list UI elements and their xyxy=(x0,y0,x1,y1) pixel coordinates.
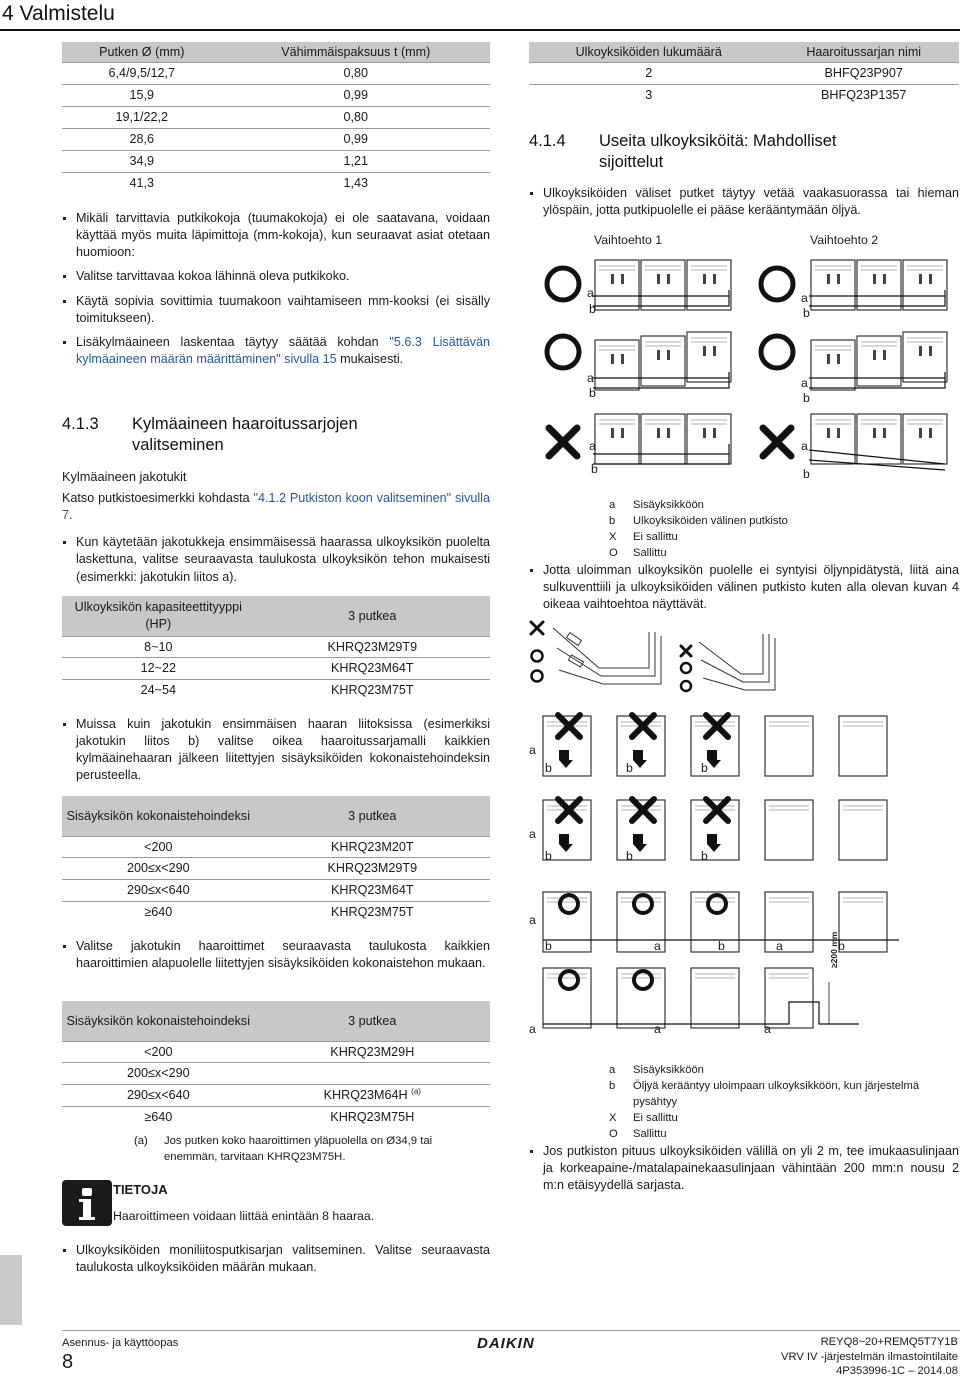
table-row: 2 BHFQ23P907 xyxy=(529,63,959,85)
valve-piping-diagram xyxy=(529,618,779,698)
not-allowed-icon xyxy=(549,428,577,456)
table-row: 34,9 1,21 xyxy=(62,150,490,172)
option-1-label: Vaihtoehto 1 xyxy=(594,233,663,247)
table-header: 3 putkea xyxy=(255,796,490,836)
table-header: 3 putkea xyxy=(255,596,490,636)
bullet-horizontal-piping: Ulkoyksiköiden väliset putket täytyy vetää vaakasuorassa tai hieman ylöspäin, jotta putkipuolelle ei pääse kerääntymään öljyä. xyxy=(529,185,959,219)
section-title: 4 Valmistelu xyxy=(2,2,115,25)
section-4-1-4-heading: 4.1.4 Useita ulkoyksiköitä: Mahdolliset sijoittelut xyxy=(529,132,837,172)
footer-rule xyxy=(62,1330,960,1331)
table-row: 19,1/22,2 0,80 xyxy=(62,107,490,129)
section-4-1-3-heading: 4.1.3 Kylmäaineen haaroitussarjojen valitseminen xyxy=(62,415,358,455)
outdoor-count-table xyxy=(529,42,959,106)
chapter-tab xyxy=(0,1255,22,1325)
legend-2: a Sisäyksikköön b Öljyä kerääntyy uloimpaan ulkoyksikköön, kun järjestelmä pysähtyy X Ei sallittu O Sallittu xyxy=(609,1064,920,1140)
allowed-icon xyxy=(761,336,793,368)
table-row: 15,9 0,99 xyxy=(62,85,490,107)
allowed-icon xyxy=(547,336,579,368)
dimension-label: ≥200 mm xyxy=(829,931,839,968)
reference-paragraph: Katso putkistoesimerkki kohdasta "4.1.2 Putkiston koon valitseminen" sivulla 7. xyxy=(62,491,490,523)
table-row: 290≤x<640 KHRQ23M64H $^{(a)}$ xyxy=(62,1085,490,1107)
cross-reference-link[interactable]: "5.6.3 Lisättävän kylmäaineen määrän määrittäminen" sivulla 15 xyxy=(76,334,491,366)
legend-1: a Sisäyksikköön b Ulkoyksiköiden välinen putkisto X Ei sallittu O Sallittu xyxy=(609,499,788,559)
table-header: Putken Ø (mm) xyxy=(62,42,222,63)
info-text: Haaroittimeen voidaan liittää enintään 8 haaraa. xyxy=(113,1209,375,1223)
bullet-first-branch: Kun käytetään jakotukkeja ensimmäisessä haarassa ulkoyksikön puolelta laskettuna, valitse seuraavasta taulukosta ulkoyksikön tehon mukaisesti (esimerkki: jakotukin liitos a). xyxy=(62,534,490,585)
bullet-fittings: Mikäli tarvittavia putkikokoja (tuumakokoja) ei ole saatavana, voidaan käyttää myös muita läpimittoja (mm-kokoja), kun seuraavat asiat otetaan huomioon: xyxy=(62,210,490,261)
footer-doc-info: REYQ8~20+REMQ5T7Y1B VRV IV -järjestelmän ilmastointilaite 4P353996-1C – 2014.08 xyxy=(781,1336,958,1376)
table-header: Vähimmäispaksuus t (mm) xyxy=(222,42,490,63)
manifold-subheading: Kylmäaineen jakotukit xyxy=(62,469,187,484)
table-header: Sisäyksikön kokonaistehoindeksi xyxy=(62,796,255,836)
table-row: <200 KHRQ23M29H xyxy=(62,1041,490,1063)
table-footnote: (a) Jos putken koko haaroittimen yläpuolella on Ø34,9 tai enemmän, tarvitaan KHRQ23M75H. xyxy=(134,1135,433,1163)
header-rule xyxy=(0,29,960,31)
index-table-2 xyxy=(62,1001,490,1165)
option-2-label: Vaihtoehto 2 xyxy=(810,233,879,247)
info-title: TIETOJA xyxy=(113,1182,168,1197)
bullet-additional-refrigerant: Lisäkylmäaineen laskentaa täytyy säätää kohdan "5.6.3 Lisättävän kylmäaineen määrän määrittäminen" sivulla 15 mukaisesti. xyxy=(62,334,490,368)
bullet-oil-trap: Jotta uloimman ulkoyksikön puolelle ei syntyisi öljynpidätystä, liitä aina sulkuventtiili ja ulkoyksiköiden välinen putkisto kuten alla olevan kuvan 4 oikeaa vaihtoehtoa näyttävät. xyxy=(529,562,959,613)
table-row: ≥640 KHRQ23M75T xyxy=(62,902,490,923)
table-row: 28,6 0,99 xyxy=(62,128,490,150)
table-row: <200 KHRQ23M20T xyxy=(62,836,490,858)
allowed-icon xyxy=(547,268,579,300)
table-row: 3 BHFQ23P1357 xyxy=(529,85,959,106)
oil-collection-diagram xyxy=(529,706,959,1046)
manifold-text xyxy=(62,490,490,586)
bullet-other-branches: Muissa kuin jakotukin ensimmäisen haaran liitoksissa (esimerkiksi jakotukin liitos b) valitse oikea haaroitussarjamalli kaikkien kylmäainehaaran jälkeen liitettyjen sisäyksiköiden kokonaistehoindeksin perusteella. xyxy=(62,716,490,785)
table-row: 200≤x<290 KHRQ23M29T9 xyxy=(62,858,490,880)
table-row: ≥640 KHRQ23M75H xyxy=(62,1107,490,1128)
footer-page-number: 8 xyxy=(62,1351,74,1373)
table-header: Sisäyksikön kokonaistehoindeksi xyxy=(62,1001,255,1041)
bullet-headers: Valitse jakotukin haaroittimet seuraavasta taulukosta kaikkien haaroittimien alapuolelle liitettyjen sisäyksiköiden kokonaistehon mukaan. xyxy=(62,938,490,972)
footer-manual: Asennus- ja käyttöopas xyxy=(62,1337,179,1349)
bullet-riser: Jos putkiston pituus ulkoyksiköiden välillä on yli 2 m, tee imukaasulinjaan ja korkeapaine-/matalapainekaasulinjaan vähintään 200 mm:n nousu 2 m:n etäisyydellä sarjasta. xyxy=(529,1143,959,1194)
capacity-table xyxy=(62,596,490,701)
table-row: 290≤x<640 KHRQ23M64T xyxy=(62,880,490,902)
table-row: 24~54 KHRQ23M75T xyxy=(62,680,490,701)
bullet-multi-connection: Ulkoyksiköiden moniliitosputkisarjan valitseminen. Valitse seuraavasta taulukosta ulkoyksiköiden määrän mukaan. xyxy=(62,1242,490,1276)
fittings-block xyxy=(62,210,490,368)
table-header: Haaroitussarjan nimi xyxy=(768,42,959,63)
footnote-marker: (a) xyxy=(411,1087,421,1097)
table-row: 12~22 KHRQ23M64T xyxy=(62,658,490,680)
table-row: 8~10 KHRQ23M29T9 xyxy=(62,636,490,658)
pipe-thickness-table xyxy=(62,42,490,194)
cross-reference-link[interactable]: "4.1.2 Putkiston koon valitseminen" sivulla 7 xyxy=(62,491,490,523)
info-icon xyxy=(62,1180,112,1226)
bullet-adapters: Käytä sopivia sovittimia tuumakoon vaihtamiseen mm-kooksi (ei sisälly toimitukseen). xyxy=(62,293,490,327)
bullet-nearest-size: Valitse tarvittavaa kokoa lähinnä oleva putkikoko. xyxy=(62,268,490,285)
table-header: 3 putkea xyxy=(255,1001,490,1041)
table-row: 41,3 1,43 xyxy=(62,172,490,193)
daikin-logo: DAIKIN xyxy=(477,1335,535,1352)
table-row: 200≤x<290 xyxy=(62,1063,490,1085)
table-header: Ulkoyksiköiden lukumäärä xyxy=(529,42,768,63)
allowed-icon xyxy=(761,268,793,300)
table-row: 6,4/9,5/12,7 0,80 xyxy=(62,63,490,85)
not-allowed-icon xyxy=(763,428,791,456)
index-table-1 xyxy=(62,796,490,923)
table-header: Ulkoyksikön kapasiteettityyppi (HP) xyxy=(62,596,255,636)
